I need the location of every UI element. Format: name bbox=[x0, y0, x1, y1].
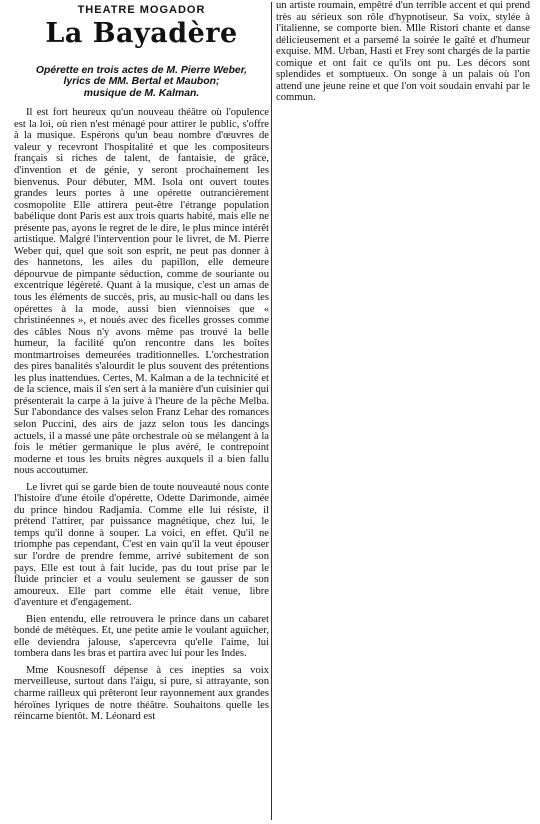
article-title: La Bayadère bbox=[45, 18, 238, 49]
theatre-kicker: THEATRE MOGADOR bbox=[77, 4, 206, 16]
article-deck bbox=[14, 65, 269, 99]
article-main-column bbox=[14, 4, 269, 728]
body-paragraph: Mme Kousnesoff dépense à ces inepties sa voix merveilleuse, surtout dans l'aigu, si pure, si attrayante, son charme railleux qui prêteront leur rayonnement aux grandes héroïnes lyriques de notre théâtre. Souhaitons quelle les réincarne bientôt. M. Léonard est bbox=[14, 664, 269, 723]
deck-line: lyrics de MM. Bertal et Maubon; bbox=[63, 76, 220, 88]
deck-line: musique de M. Kalman. bbox=[83, 87, 200, 99]
article-body bbox=[14, 107, 269, 722]
body-paragraph: Il est fort heureux qu'un nouveau théâtre où l'opulence est la loi, où rien n'est ménagé pour attirer le public, s'offre à la musique. Espérons qu'un beau nombre d'œuvres de valeur y recevront l'hospitalité et que les compositeurs français si riches de talent, de fantaisie, de grâce, d'invention et de génie, y seront prochainement les bienvenus. Pour débuter, MM. Isola ont ouvert toutes grandes leurs portes à une opérette outrancièrement cosmopolite Elle attirera peut-être l'étrange population babélique dont Paris est aux trois quarts habité, mais elle ne présente pas, ayons le regret de le dire, le plus mince intérêt artistique. Malgré l'intervention pour le livret, de M. Pierre Weber qui, quel que soit son esprit, ne peut pas donner à des hannetons, les ailes du papillon, elle demeure dépourvue de pimpante séduction, comme de souriante ou excentrique légèreté. Quant à la musique, c'est un amas de tous les éléments de succès, pris, au music-hall ou dans les opérettes à la mode, aussi bien viennoises que « christinéennes », et noués avec des ficelles grosses comme des câbles Nous n'y avons même pas trouvé la belle humeur, la facilité qu'on rencontre dans les boîtes montmartroises demeurées traditionnelles. L'orchestration des pires banalités s'alourdit le plus souvent des prétentions les plus inattendues. Certes, M. Kalman a de la technicité et de la science, mais il s'en sert à la manière d'un cuisinier qui présenterait la carpe à la juive à l'heure de la pêche Melba. Sur l'abondance des valses selon Franz Lehar des romances selon Puccini, des airs de jazz selon tous les dancings actuels, il a massé une pâte orchestrale où se mélangent à la fois le métier germanique le plus avéré, le contrepoint moderne et tous les bruits nègres auxquels il a bien fallu nous accoutumer. bbox=[14, 107, 269, 477]
column-divider bbox=[271, 2, 272, 820]
article-continuation-column bbox=[276, 0, 530, 104]
body-paragraph: Le livret qui se garde bien de toute nouveauté nous conte l'histoire d'une étoile d'opérette, Odette Darimonde, aimée du prince hindou Radjamia. Comme elle lui résiste, il prétend l'attirer, par puissance magnétique, chez lui, le temps qu'il donne à souper. La voici, en effet. Qu'il ne triomphe pas cependant, C'est en vain qu'il la veut épouser sur l'ordre de prendre femme, arrivé subitement de son pays. Elle est tout à fait lucide, pas du tout prise par le fluide princier et a voulu seulement se gausser de son amoureux. Elle part comme elle était venue, libre d'aventure et d'engagement. bbox=[14, 481, 269, 609]
continuation-paragraph: un artiste roumain, empêtré d'un terrible accent et qui prend très au sérieux son rôle d'hypnotiseur. Sa voix, stylée à l'italienne, se comporte bien. Mlle Ristori chante et danse délicieusement et a parsemé la soirée le gaîté et d'humeur exquise. MM. Urban, Hasti et Frey sont chargés de la partie comique et ont fait ce qu'ils ont pu. Les décors sont splendides et somptueux. On songe à un palais où l'on attend une jeune reine et que l'on voit soudain envahi par le commun. bbox=[276, 0, 530, 104]
body-paragraph: Bien entendu, elle retrouvera le prince dans un cabaret bondé de métèques. Et, une petite amie le voulant aguicher, elle deviendra jalouse, s'apercevra qu'elle l'aime, lui tombera dans les bras et partira avec lui pour les Indes. bbox=[14, 613, 269, 660]
deck-line: Opérette en trois actes de M. Pierre Weber, bbox=[35, 65, 248, 76]
